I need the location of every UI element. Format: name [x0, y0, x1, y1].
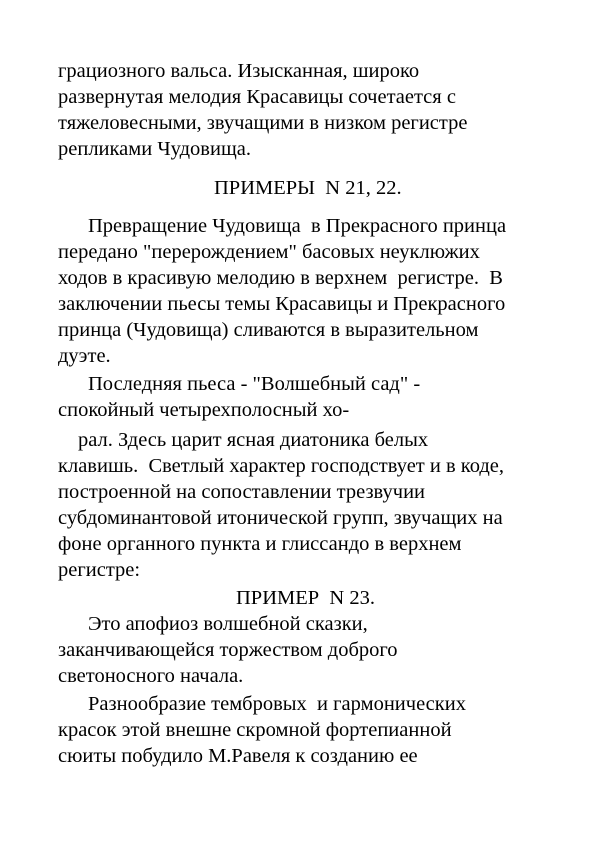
text-line: передано "перерождением" басовых неуклюжих	[58, 241, 480, 263]
example-heading: ПРИМЕР N 23.	[236, 587, 375, 609]
text-line: принца (Чудовища) сливаются в выразительном	[58, 319, 479, 341]
text-line: Последняя пьеса - "Волшебный сад" -	[88, 373, 421, 395]
text-line: спокойный четырехполосный хо-	[58, 399, 350, 421]
text-line: сюиты побудило М.Равеля к созданию ее	[58, 745, 418, 767]
text-line: заканчивающейся торжеством доброго	[58, 639, 398, 661]
example-heading: ПРИМЕРЫ N 21, 22.	[214, 177, 402, 199]
text-line: тяжеловесными, звучащими в низком регистре	[58, 112, 468, 134]
text-line: построенной на сопоставлении трезвучии	[58, 481, 426, 503]
text-line: светоносного начала.	[58, 665, 244, 687]
text-line: субдоминантовой итонической групп, звучащих на	[58, 507, 503, 529]
text-line: регистре:	[58, 559, 141, 581]
text-line: фоне органного пункта и глиссандо в верхнем	[58, 533, 462, 555]
text-line: заключении пьесы темы Красавицы и Прекрасного	[58, 293, 506, 315]
text-line: Разнообразие тембровых и гармонических	[88, 693, 466, 715]
text-line: дуэте.	[58, 345, 111, 367]
text-line: развернутая мелодия Красавицы сочетается с	[58, 86, 456, 108]
text-line: Превращение Чудовища в Прекрасного принца	[88, 215, 507, 237]
text-line: ходов в красивую мелодию в верхнем регистре. В	[58, 267, 503, 289]
text-line: красок этой внешне скромной фортепианной	[58, 719, 452, 741]
text-line: Это апофиоз волшебной сказки,	[88, 613, 368, 635]
text-line: репликами Чудовища.	[58, 138, 251, 160]
text-line: рал. Здесь царит ясная диатоника белых	[78, 429, 429, 451]
text-line: клавишь. Светлый характер господствует и в коде,	[58, 455, 505, 477]
text-line: грациозного вальса. Изысканная, широко	[58, 60, 420, 82]
